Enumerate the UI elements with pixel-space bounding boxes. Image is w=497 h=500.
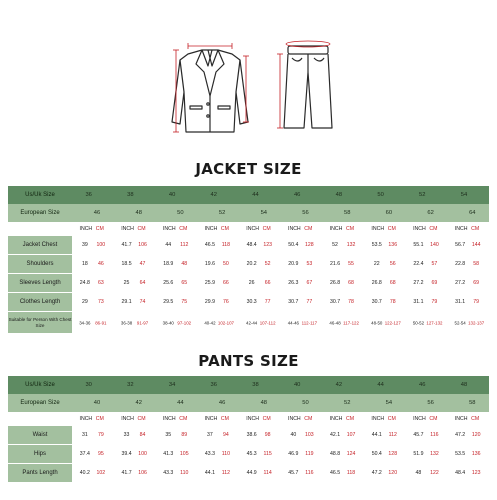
table-cell: 26.3 bbox=[288, 280, 299, 286]
table-cell: 136 bbox=[471, 451, 481, 457]
table-cell: 18.5 bbox=[121, 261, 132, 267]
table-cell: 31.1 bbox=[455, 299, 466, 305]
row-label: European Size bbox=[20, 210, 60, 216]
table-cell: CM bbox=[137, 416, 146, 422]
table-cell: 30.7 bbox=[371, 299, 382, 305]
table-cell: 112-117 bbox=[301, 320, 318, 325]
table-cell: CM bbox=[429, 416, 438, 422]
table-cell: 39.4 bbox=[121, 451, 132, 457]
table-cell: 73 bbox=[97, 299, 104, 305]
jacket-size-title: JACKET SIZE bbox=[195, 160, 302, 178]
table-cell: 86-91 bbox=[95, 320, 107, 325]
table-cell: 33 bbox=[123, 432, 130, 438]
table-cell: INCH bbox=[162, 416, 176, 422]
unit-header-row bbox=[8, 412, 489, 426]
table-cell: 35 bbox=[165, 432, 172, 438]
table-cell: 76 bbox=[223, 299, 229, 305]
table-cell: 48-50 bbox=[371, 320, 383, 325]
table-cell: 43.3 bbox=[204, 451, 215, 457]
table-cell: 36 bbox=[210, 382, 217, 388]
table-cell: 46 bbox=[93, 210, 101, 216]
table-cell: 50-52 bbox=[412, 320, 425, 325]
table-cell: 95 bbox=[97, 451, 104, 457]
table-cell: 38.6 bbox=[246, 432, 257, 438]
table-cell: 122-127 bbox=[384, 320, 401, 325]
table-cell: 34 bbox=[168, 382, 176, 388]
table-cell: INCH bbox=[454, 416, 468, 422]
table-cell: 110 bbox=[180, 470, 189, 476]
measurement-row bbox=[8, 293, 489, 312]
table-cell: 56.7 bbox=[455, 242, 466, 248]
table-cell: 100 bbox=[96, 242, 106, 248]
table-cell: CM bbox=[471, 226, 480, 232]
table-cell: INCH bbox=[329, 416, 343, 422]
table-cell: INCH bbox=[79, 416, 93, 422]
table-cell: 58 bbox=[469, 400, 476, 406]
table-cell: CM bbox=[179, 226, 188, 232]
row-label: European Size bbox=[20, 400, 60, 406]
table-cell: 51.9 bbox=[413, 451, 424, 457]
table-cell: 43.3 bbox=[163, 470, 174, 476]
table-cell: 41.7 bbox=[121, 470, 132, 476]
table-cell: INCH bbox=[413, 416, 426, 422]
table-cell: 18.9 bbox=[163, 261, 174, 267]
table-cell: 53.5 bbox=[371, 242, 382, 248]
table-cell: 48 bbox=[181, 261, 188, 267]
table-cell: 42.1 bbox=[329, 432, 341, 438]
table-cell: 56 bbox=[389, 261, 396, 267]
table-cell: 120 bbox=[471, 432, 481, 438]
table-cell: 50 bbox=[177, 210, 184, 216]
table-cell: 24.8 bbox=[79, 280, 90, 286]
table-cell: 64 bbox=[469, 210, 476, 216]
table-cell: CM bbox=[179, 416, 188, 422]
table-cell: INCH bbox=[204, 416, 218, 422]
table-cell: 116 bbox=[305, 470, 314, 476]
table-cell: INCH bbox=[454, 226, 468, 232]
table-cell: 42 bbox=[210, 192, 217, 198]
table-cell: 78 bbox=[389, 299, 396, 305]
table-cell: CM bbox=[220, 226, 229, 232]
table-cell: 91-97 bbox=[136, 320, 149, 325]
table-cell: 115 bbox=[263, 451, 272, 457]
table-cell: CM bbox=[262, 416, 271, 422]
table-cell: 44-46 bbox=[287, 320, 299, 325]
table-cell: 46 bbox=[218, 400, 226, 406]
table-cell: 132 bbox=[346, 242, 356, 248]
measurement-row bbox=[8, 445, 489, 464]
table-cell: INCH bbox=[79, 226, 93, 232]
table-cell: 117-122 bbox=[343, 320, 359, 325]
table-cell: 128 bbox=[388, 451, 398, 457]
pants-size-title: PANTS SIZE bbox=[198, 352, 299, 370]
table-cell: 36 bbox=[85, 192, 92, 198]
table-cell: CM bbox=[346, 416, 355, 422]
table-cell: 50.4 bbox=[371, 451, 382, 457]
table-cell: 25.9 bbox=[204, 280, 215, 286]
table-cell: 30.7 bbox=[329, 299, 341, 305]
table-cell: 47.2 bbox=[371, 470, 382, 476]
table-cell: 64 bbox=[139, 280, 146, 286]
table-cell: 48.8 bbox=[329, 451, 341, 457]
table-cell: 38 bbox=[127, 192, 134, 198]
table-cell: 62 bbox=[427, 210, 434, 216]
table-cell: 27.2 bbox=[455, 280, 466, 286]
table-cell: 18 bbox=[81, 261, 88, 267]
table-cell: 48 bbox=[260, 400, 268, 406]
table-cell: 132 bbox=[430, 451, 439, 457]
table-cell: 41.3 bbox=[163, 451, 174, 457]
table-cell: INCH bbox=[329, 226, 343, 232]
table-cell: 54 bbox=[385, 400, 393, 406]
table-cell: 42-44 bbox=[246, 320, 258, 325]
table-cell: 66 bbox=[223, 280, 229, 286]
table-cell: 52 bbox=[264, 261, 271, 267]
table-cell: 128 bbox=[305, 242, 314, 248]
table-cell: 112 bbox=[221, 470, 231, 476]
table-cell: 57 bbox=[431, 261, 438, 267]
table-cell: CM bbox=[387, 226, 396, 232]
table-cell: 94 bbox=[223, 432, 229, 438]
table-cell: 100 bbox=[138, 451, 147, 457]
table-cell: 102-107 bbox=[217, 320, 234, 325]
table-cell: 46.9 bbox=[288, 451, 299, 457]
table-cell: 116 bbox=[430, 432, 439, 438]
table-cell: CM bbox=[304, 226, 313, 232]
table-cell: 58 bbox=[343, 210, 351, 216]
row-label: Hips bbox=[8, 445, 72, 463]
table-cell: 29.9 bbox=[204, 299, 215, 305]
table-cell: CM bbox=[387, 416, 396, 422]
table-cell: 107 bbox=[346, 432, 356, 438]
table-cell: 105 bbox=[179, 451, 189, 457]
table-cell: 29.5 bbox=[163, 299, 174, 305]
table-cell: 120 bbox=[388, 470, 398, 476]
table-cell: 77 bbox=[306, 299, 313, 305]
table-cell: CM bbox=[346, 226, 355, 232]
table-cell: 21.6 bbox=[329, 261, 341, 267]
table-cell: INCH bbox=[371, 226, 385, 232]
table-cell: 44 bbox=[165, 242, 172, 248]
table-cell: 40 bbox=[93, 400, 101, 406]
table-cell: 106 bbox=[138, 242, 147, 248]
table-cell: CM bbox=[95, 226, 104, 232]
table-cell: 53 bbox=[306, 261, 313, 267]
table-cell: 127-132 bbox=[426, 320, 443, 325]
table-cell: 122 bbox=[430, 470, 439, 476]
us-uk-size-row bbox=[8, 186, 489, 204]
table-cell: 119 bbox=[305, 451, 314, 457]
table-cell: 46.5 bbox=[204, 242, 215, 248]
table-cell: 65 bbox=[181, 280, 188, 286]
table-cell: 69 bbox=[473, 280, 480, 286]
measurement-row bbox=[8, 274, 489, 293]
european-size-row bbox=[8, 394, 489, 412]
table-cell: 27.2 bbox=[413, 280, 424, 286]
table-cell: 44 bbox=[177, 400, 184, 406]
table-cell: CM bbox=[137, 226, 146, 232]
table-cell: 54 bbox=[260, 210, 268, 216]
table-cell: INCH bbox=[121, 226, 134, 232]
table-cell: 140 bbox=[430, 242, 439, 248]
table-cell: 52 bbox=[419, 192, 426, 198]
table-cell: 77 bbox=[264, 299, 271, 305]
table-cell: 98 bbox=[264, 432, 271, 438]
table-cell: 44 bbox=[252, 192, 259, 198]
table-cell: INCH bbox=[162, 226, 176, 232]
table-cell: 46 bbox=[293, 192, 301, 198]
table-cell: 79 bbox=[97, 432, 104, 438]
table-cell: 36-38 bbox=[120, 320, 133, 325]
row-label: Shoulders bbox=[8, 255, 72, 273]
table-cell: 123 bbox=[263, 242, 272, 248]
table-cell: CM bbox=[304, 416, 313, 422]
table-cell: 25.6 bbox=[163, 280, 174, 286]
table-cell: 89 bbox=[181, 432, 188, 438]
table-cell: 40.2 bbox=[79, 470, 90, 476]
table-cell: 39 bbox=[81, 242, 88, 248]
table-cell: 54 bbox=[460, 192, 468, 198]
table-cell: 114 bbox=[263, 470, 272, 476]
table-cell: 107-112 bbox=[259, 320, 276, 325]
table-cell: 37.4 bbox=[79, 451, 90, 457]
table-cell: 56 bbox=[427, 400, 434, 406]
table-cell: 66 bbox=[264, 280, 271, 286]
table-cell: 38-40 bbox=[162, 320, 174, 325]
table-cell: 68 bbox=[348, 280, 354, 286]
table-cell: 47 bbox=[139, 261, 146, 267]
table-cell: 20.2 bbox=[246, 261, 257, 267]
pants-outline-icon bbox=[284, 46, 332, 128]
table-cell: 29 bbox=[81, 299, 88, 305]
table-cell: 97-102 bbox=[177, 320, 192, 325]
table-cell: INCH bbox=[246, 226, 259, 232]
table-cell: 67 bbox=[306, 280, 313, 286]
table-cell: 45.7 bbox=[288, 470, 299, 476]
table-cell: 48 bbox=[335, 192, 343, 198]
table-cell: 118 bbox=[221, 242, 231, 248]
measurement-row bbox=[8, 255, 489, 274]
table-cell: 40-42 bbox=[204, 320, 216, 325]
table-cell: 20.9 bbox=[288, 261, 299, 267]
table-cell: 50 bbox=[377, 192, 384, 198]
row-label: Us/Uk Size bbox=[25, 192, 55, 198]
table-cell: 22 bbox=[373, 261, 380, 267]
table-cell: 40 bbox=[293, 382, 301, 388]
table-cell: 48 bbox=[415, 470, 422, 476]
table-cell: 55.1 bbox=[413, 242, 424, 248]
table-cell: 25 bbox=[123, 280, 130, 286]
table-cell: 38 bbox=[252, 382, 259, 388]
table-cell: 123 bbox=[471, 470, 481, 476]
table-cell: 56 bbox=[302, 210, 309, 216]
table-cell: 103 bbox=[305, 432, 314, 438]
table-cell: INCH bbox=[371, 416, 385, 422]
table-cell: 48.4 bbox=[246, 242, 257, 248]
table-cell: 44 bbox=[377, 382, 384, 388]
row-label: Pants Length bbox=[8, 464, 72, 482]
table-cell: 63 bbox=[97, 280, 104, 286]
table-cell: 132-137 bbox=[468, 320, 485, 325]
row-label: Jacket Chest bbox=[8, 236, 72, 254]
table-cell: 47.2 bbox=[455, 432, 466, 438]
jacket-size-table bbox=[8, 186, 489, 334]
table-cell: 31.1 bbox=[413, 299, 424, 305]
measurement-row bbox=[8, 312, 489, 334]
table-cell: 46 bbox=[419, 382, 426, 388]
table-cell: 102 bbox=[96, 470, 106, 476]
table-cell: 32 bbox=[127, 382, 134, 388]
table-cell: 53.5 bbox=[455, 451, 466, 457]
european-size-row bbox=[8, 204, 489, 222]
garment-illustration bbox=[150, 36, 350, 146]
table-cell: CM bbox=[429, 226, 438, 232]
table-cell: 50 bbox=[223, 261, 229, 267]
table-cell: 84 bbox=[139, 432, 146, 438]
table-cell: INCH bbox=[204, 226, 218, 232]
table-cell: 26 bbox=[248, 280, 255, 286]
table-cell: 19.6 bbox=[204, 261, 215, 267]
measurement-row bbox=[8, 426, 489, 445]
us-uk-size-row bbox=[8, 376, 489, 394]
table-cell: INCH bbox=[413, 226, 426, 232]
table-cell: 112 bbox=[388, 432, 397, 438]
table-cell: 30.7 bbox=[288, 299, 299, 305]
table-cell: 52-54 bbox=[454, 320, 466, 325]
table-cell: 40 bbox=[168, 192, 176, 198]
table-cell: 31 bbox=[81, 432, 88, 438]
table-cell: 46-48 bbox=[329, 320, 341, 325]
table-cell: 45.7 bbox=[413, 432, 424, 438]
pants-size-table bbox=[8, 376, 489, 483]
table-cell: 42 bbox=[335, 382, 343, 388]
table-cell: CM bbox=[220, 416, 229, 422]
table-cell: 52 bbox=[343, 400, 351, 406]
table-cell: 74 bbox=[139, 299, 146, 305]
table-cell: 26.8 bbox=[371, 280, 382, 286]
table-cell: 29.1 bbox=[121, 299, 132, 305]
table-cell: 52 bbox=[218, 210, 226, 216]
table-cell: 58 bbox=[473, 261, 480, 267]
table-cell: 50.4 bbox=[288, 242, 299, 248]
table-cell: INCH bbox=[121, 416, 134, 422]
table-cell: CM bbox=[471, 416, 480, 422]
table-cell: INCH bbox=[288, 226, 301, 232]
table-cell: 118 bbox=[346, 470, 356, 476]
table-cell: 50 bbox=[302, 400, 309, 406]
row-label: Waist bbox=[8, 426, 72, 444]
table-cell: 144 bbox=[471, 242, 481, 248]
table-cell: 30.3 bbox=[246, 299, 257, 305]
table-cell: 136 bbox=[388, 242, 398, 248]
table-cell: 41.7 bbox=[121, 242, 132, 248]
table-cell: 37 bbox=[207, 432, 213, 438]
table-cell: 22.8 bbox=[455, 261, 466, 267]
table-cell: 60 bbox=[385, 210, 393, 216]
table-cell: 69 bbox=[431, 280, 438, 286]
table-cell: 48 bbox=[460, 382, 468, 388]
jacket-outline-icon bbox=[172, 50, 248, 132]
table-cell: 44.1 bbox=[204, 470, 215, 476]
table-cell: 45.3 bbox=[246, 451, 257, 457]
row-label: Suitable for Person With Chest Size bbox=[8, 312, 72, 333]
measurement-row bbox=[8, 464, 489, 483]
unit-header-row bbox=[8, 222, 489, 236]
table-cell: 26.8 bbox=[329, 280, 341, 286]
table-cell: 46 bbox=[97, 261, 104, 267]
table-cell: 79 bbox=[431, 299, 438, 305]
table-cell: 48.4 bbox=[455, 470, 466, 476]
table-cell: 42 bbox=[135, 400, 142, 406]
table-cell: 40 bbox=[290, 432, 297, 438]
table-cell: 78 bbox=[348, 299, 354, 305]
table-cell: 106 bbox=[138, 470, 147, 476]
table-cell: CM bbox=[95, 416, 104, 422]
table-cell: 48 bbox=[135, 210, 142, 216]
table-cell: 44.9 bbox=[246, 470, 257, 476]
row-label: Us/Uk Size bbox=[25, 382, 55, 388]
table-cell: 34-36 bbox=[79, 320, 91, 325]
row-label: Clothes Length bbox=[8, 293, 72, 311]
measurement-row bbox=[8, 236, 489, 255]
row-label: Sleeves Length bbox=[8, 274, 72, 292]
table-cell: 68 bbox=[389, 280, 396, 286]
table-cell: 30 bbox=[85, 382, 92, 388]
table-cell: CM bbox=[262, 226, 271, 232]
table-cell: 46.5 bbox=[329, 470, 341, 476]
table-cell: 44.1 bbox=[371, 432, 382, 438]
table-cell: 55 bbox=[348, 261, 354, 267]
table-cell: 112 bbox=[180, 242, 189, 248]
table-cell: 124 bbox=[346, 451, 356, 457]
table-cell: 110 bbox=[221, 451, 231, 457]
table-cell: 52 bbox=[332, 242, 338, 248]
table-cell: 79 bbox=[473, 299, 480, 305]
table-cell: INCH bbox=[246, 416, 259, 422]
table-cell: 22.4 bbox=[413, 261, 424, 267]
table-cell: INCH bbox=[288, 416, 301, 422]
table-cell: 75 bbox=[181, 299, 188, 305]
